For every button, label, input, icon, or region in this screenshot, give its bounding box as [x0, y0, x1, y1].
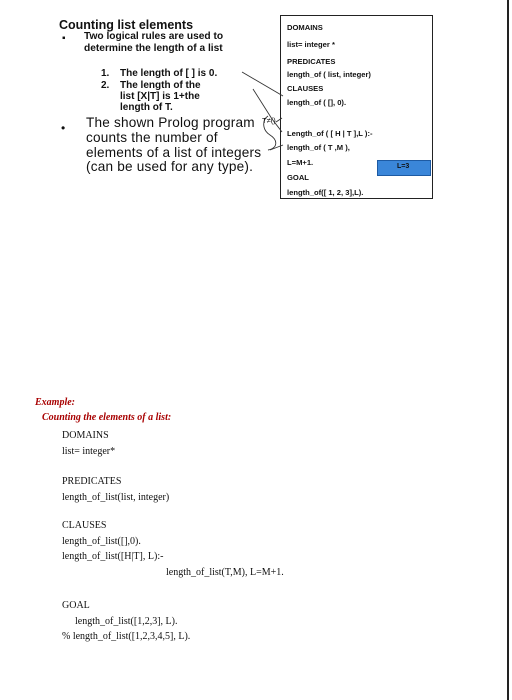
rule-text: The length of [ ] is 0. — [120, 68, 218, 79]
code-line: length_of([ 1, 2, 3],L). — [287, 188, 364, 197]
example-code-line: DOMAINS — [62, 430, 109, 441]
rule-text: length of T. — [120, 102, 173, 113]
example-code-line: list= integer* — [62, 446, 116, 457]
example-code-line: length_of_list(T,M), L=M+1. — [166, 567, 284, 578]
code-line: CLAUSES — [287, 84, 324, 93]
round-bullet-icon: • — [61, 121, 66, 135]
result-highlight-label: L=3 — [397, 163, 410, 170]
example-code-line: length_of_list([],0). — [62, 536, 141, 547]
example-code-line: CLAUSES — [62, 520, 107, 531]
example-subheading: Counting the elements of a list: — [42, 412, 172, 423]
rule-text: list [X|T] is 1+the — [120, 91, 200, 102]
code-line: L=M+1. — [287, 158, 314, 167]
code-line: list= integer * — [287, 40, 335, 49]
example-code-line: length_of_list(list, integer) — [62, 492, 170, 503]
example-code-line: length_of_list([H|T], L):- — [62, 551, 164, 562]
code-line: GOAL — [287, 173, 309, 182]
example-heading: Example: — [35, 397, 75, 408]
program-description: The shown Prolog program counts the number of elements of a list of integers (can be used for any type). — [86, 115, 262, 175]
sub-bullet-text: Two logical rules are used to determine the length of a list — [84, 31, 224, 54]
tail-not-empty-label: T≠() — [262, 116, 276, 125]
example-code-line: length_of_list([1,2,3], L). — [75, 616, 178, 627]
rule-item-1 — [101, 68, 217, 79]
rule-text: The length of the — [120, 80, 201, 91]
rule-item-2 — [101, 80, 251, 113]
slide-title: Counting list elements — [59, 18, 194, 32]
code-line: length_of ( [], 0). — [287, 98, 347, 107]
rule-number: 1. — [101, 68, 110, 79]
example-code-line: PREDICATES — [62, 476, 122, 487]
code-line: length_of ( T ,M ), — [287, 143, 350, 152]
rule-number: 2. — [101, 80, 110, 91]
page-edge — [507, 0, 509, 700]
code-line: PREDICATES — [287, 57, 336, 66]
square-bullet-icon: ▪ — [62, 33, 66, 44]
code-line: DOMAINS — [287, 23, 323, 32]
code-line: Length_of ( [ H | T ],L ):- — [287, 129, 373, 138]
code-line: length_of ( list, integer) — [287, 70, 371, 79]
example-code-line: % length_of_list([1,2,3,4,5], L). — [62, 631, 191, 642]
example-code-line: GOAL — [62, 600, 90, 611]
